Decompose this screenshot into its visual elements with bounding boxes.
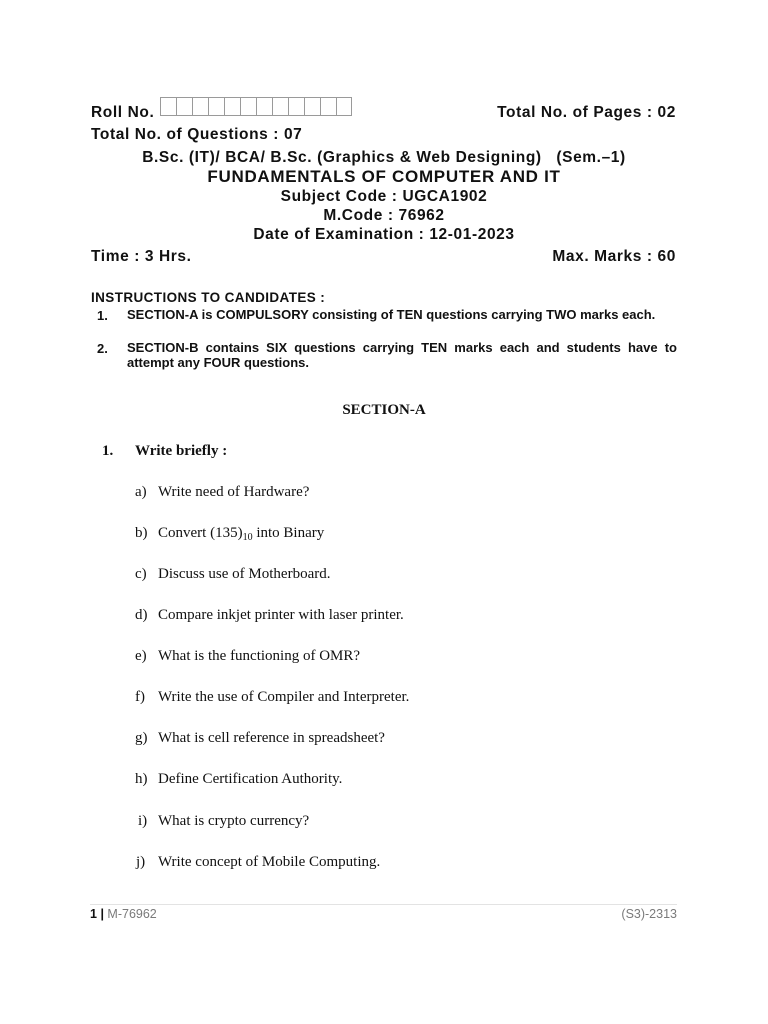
base-subscript: 10 xyxy=(242,532,253,543)
sub-question-label: f) xyxy=(135,689,145,705)
question-number: 1. xyxy=(102,443,114,459)
sub-question-text: What is the functioning of OMR? xyxy=(158,648,361,664)
footer-code: M-76962 xyxy=(107,907,157,921)
roll-no-box[interactable] xyxy=(320,97,336,116)
roll-no-box[interactable] xyxy=(176,97,192,116)
total-questions: Total No. of Questions : 07 xyxy=(91,126,303,143)
roll-no-box[interactable] xyxy=(288,97,304,116)
page-number: 1 xyxy=(90,907,97,921)
roll-no-box[interactable] xyxy=(336,97,352,116)
sub-question-text-before: Convert (135) xyxy=(158,525,243,541)
sub-question-label: i) xyxy=(138,813,148,829)
section-a-title: SECTION-A xyxy=(342,402,426,418)
m-code: M.Code : 76962 xyxy=(323,207,445,224)
sub-question-label: c) xyxy=(135,566,147,582)
sub-question-text: Write the use of Compiler and Interpreter. xyxy=(158,689,410,705)
max-marks: Max. Marks : 60 xyxy=(552,248,676,265)
sub-question-label: h) xyxy=(135,771,148,787)
sub-question-text: Compare inkjet printer with laser printer. xyxy=(158,607,404,623)
sub-question-text: Define Certification Authority. xyxy=(158,771,343,787)
roll-no-box[interactable] xyxy=(272,97,288,116)
footer-print-code: (S3)-2313 xyxy=(621,907,677,921)
sub-question-label: a) xyxy=(135,484,147,500)
roll-no-box[interactable] xyxy=(240,97,256,116)
total-pages: Total No. of Pages : 02 xyxy=(497,104,676,121)
subject-code: Subject Code : UGCA1902 xyxy=(280,188,488,205)
footer-page-info xyxy=(90,907,157,921)
course-line: B.Sc. (IT)/ BCA/ B.Sc. (Graphics & Web Designing) (Sem.–1) xyxy=(142,149,626,166)
roll-no-box[interactable] xyxy=(224,97,240,116)
roll-no-label: Roll No. xyxy=(91,104,155,121)
sub-question-text-after: into Binary xyxy=(252,525,325,541)
sub-question-text xyxy=(158,525,324,542)
sub-question-text: Write need of Hardware? xyxy=(158,484,310,500)
subject-title: FUNDAMENTALS OF COMPUTER AND IT xyxy=(207,167,561,186)
exam-date: Date of Examination : 12-01-2023 xyxy=(253,226,515,243)
roll-no-box[interactable] xyxy=(256,97,272,116)
sub-question-label: j) xyxy=(136,854,146,870)
footer-divider xyxy=(90,904,677,905)
footer-separator: | xyxy=(100,907,104,921)
roll-no-box[interactable] xyxy=(208,97,224,116)
roll-no-box[interactable] xyxy=(192,97,208,116)
instruction-number: 1. xyxy=(97,308,108,323)
sub-question-label: g) xyxy=(135,730,148,746)
question-title: Write briefly : xyxy=(135,443,228,459)
instruction-text: SECTION-A is COMPULSORY consisting of TEN questions carrying TWO marks each. xyxy=(127,307,656,322)
sub-question-label: d) xyxy=(135,607,148,623)
roll-no-box[interactable] xyxy=(304,97,320,116)
sub-question-text: What is crypto currency? xyxy=(158,813,310,829)
instructions-title: INSTRUCTIONS TO CANDIDATES : xyxy=(91,290,326,305)
roll-no-box[interactable] xyxy=(160,97,176,116)
sub-question-text: Discuss use of Motherboard. xyxy=(158,566,331,582)
sub-question-label: e) xyxy=(135,648,147,664)
sub-question-text: What is cell reference in spreadsheet? xyxy=(158,730,385,746)
sub-question-text: Write concept of Mobile Computing. xyxy=(158,854,381,870)
time-allowed: Time : 3 Hrs. xyxy=(91,248,192,265)
instruction-text: SECTION-B contains SIX questions carrying TEN marks each and students have to attempt any FOUR questions. xyxy=(127,340,677,370)
roll-no-boxes[interactable] xyxy=(160,97,352,116)
sub-question-label: b) xyxy=(135,525,148,541)
instruction-number: 2. xyxy=(97,341,108,356)
